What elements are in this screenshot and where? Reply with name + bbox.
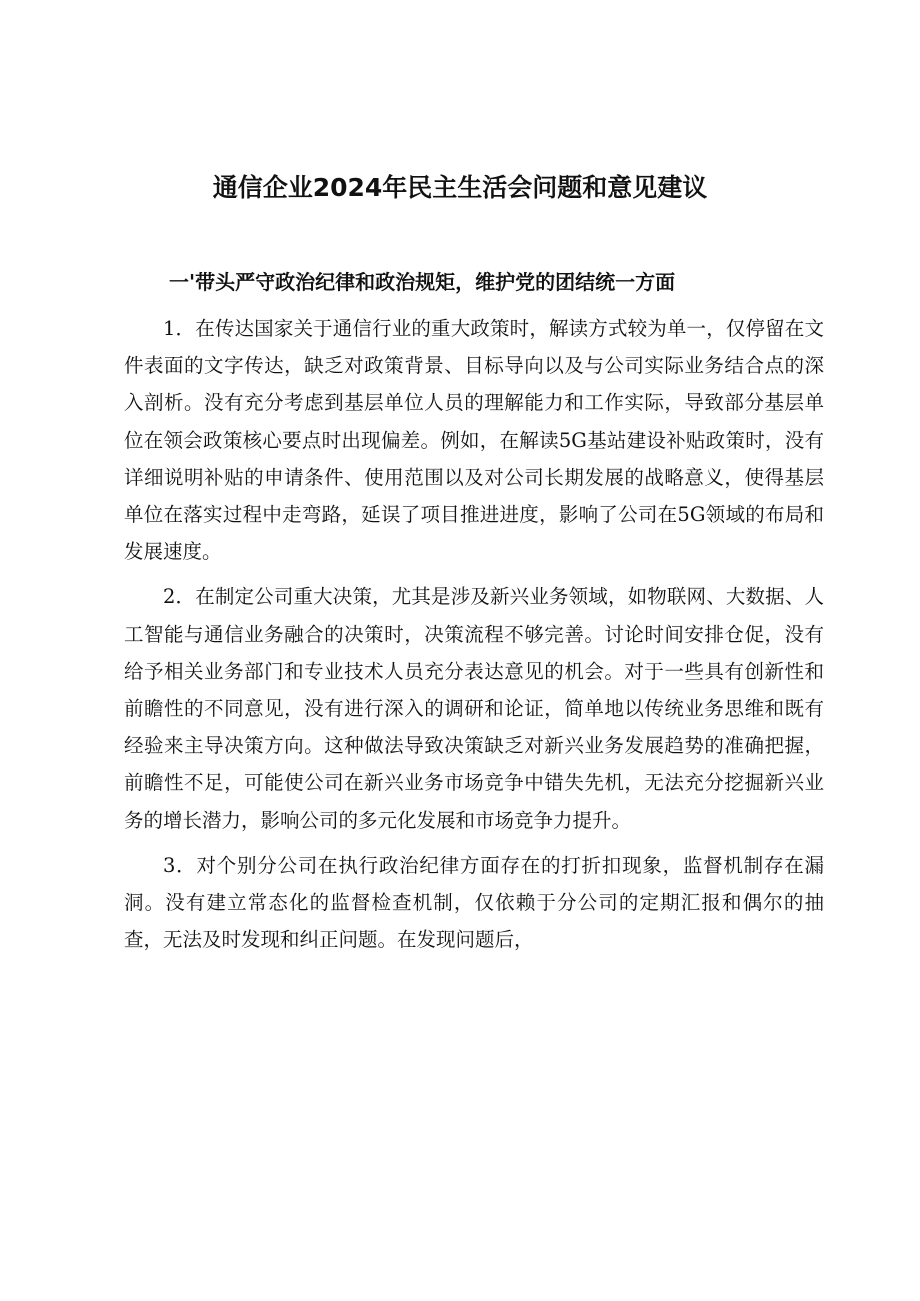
paragraph-3: 3．对个别分公司在执行政治纪律方面存在的打折扣现象，监督机制存在漏洞。没有建立常态化的监督检查机制，仅依赖于分公司的定期汇报和偶尔的抽查，无法及时发现和纠正问题。在发现问题后， — [124, 853, 824, 952]
document-body — [124, 310, 824, 966]
paragraph-1: 1．在传达国家关于通信行业的重大政策时，解读方式较为单一，仅停留在文件表面的文字传达，缺乏对政策背景、目标导向以及与公司实际业务结合点的深入剖析。没有充分考虑到基层单位人员的理解能力和工作实际，导致部分基层单位在领会政策核心要点时出现偏差。例如，在解读5G基站建设补贴政策时，没有详细说明补贴的申请条件、使用范围以及对公司长期发展的战略意义，使得基层单位在落实过程中走弯路，延误了项目推进进度，影响了公司在5G领域的布局和发展速度。 — [124, 317, 824, 564]
document-title: 通信企业2024年民主生活会问题和意见建议 — [212, 173, 708, 202]
section-heading: 一'带头严守政治纪律和政治规矩，维护党的团结统一方面 — [169, 270, 676, 294]
paragraph-2: 2．在制定公司重大决策，尤其是涉及新兴业务领域，如物联网、大数据、人工智能与通信业务融合的决策时，决策流程不够完善。讨论时间安排仓促，没有给予相关业务部门和专业技术人员充分表达意见的机会。对于一些具有创新性和前瞻性的不同意见，没有进行深入的调研和论证，简单地以传统业务思维和既有经验来主导决策方向。这种做法导致决策缺乏对新兴业务发展趋势的准确把握，前瞻性不足，可能使公司在新兴业务市场竞争中错失先机，无法充分挖掘新兴业务的增长潜力，影响公司的多元化发展和市场竞争力提升。 — [124, 585, 824, 832]
